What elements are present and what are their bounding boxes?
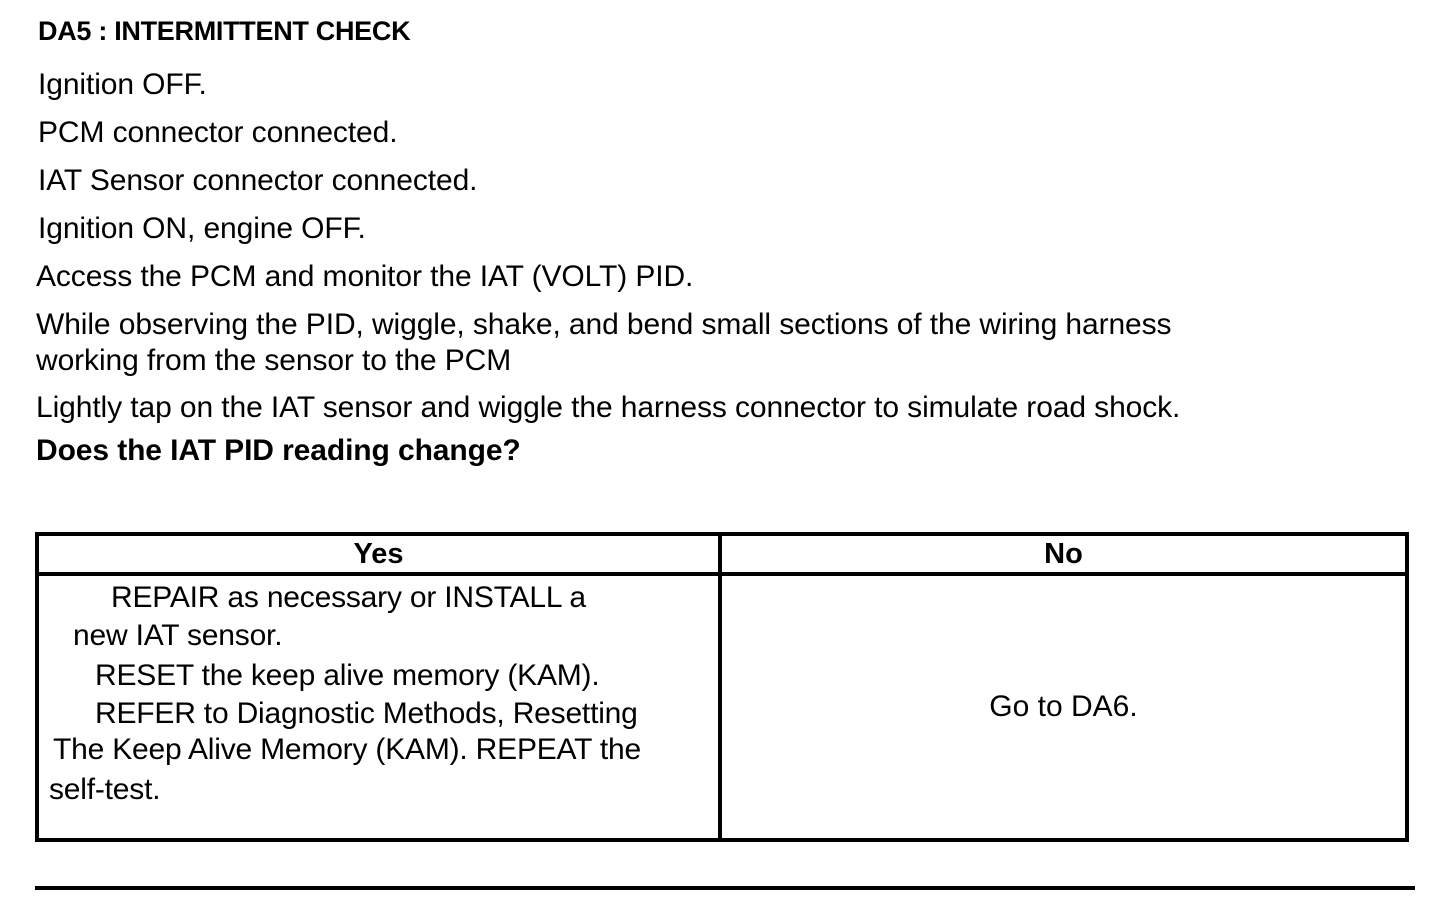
step-pcm-connected: PCM connector connected.	[38, 116, 398, 149]
question: Does the IAT PID reading change?	[36, 434, 521, 467]
no-cell	[720, 574, 1407, 840]
yes-header: Yes	[37, 534, 720, 574]
yes-line-repair: REPAIR as necessary or INSTALL a	[111, 581, 586, 614]
yes-line-kam: The Keep Alive Memory (KAM). REPEAT the	[53, 733, 641, 766]
yes-line-new-sensor: new IAT sensor.	[73, 619, 283, 652]
step-iat-connected: IAT Sensor connector connected.	[38, 164, 478, 197]
bottom-divider	[35, 886, 1415, 890]
yes-line-self-test: self-test.	[49, 773, 161, 806]
procedure-title: DA5 : INTERMITTENT CHECK	[38, 16, 411, 46]
yes-line-reset: RESET the keep alive memory (KAM).	[95, 659, 600, 692]
step-ignition-on: Ignition ON, engine OFF.	[38, 212, 366, 245]
table-row	[37, 574, 1407, 840]
table-header-row	[37, 534, 1407, 574]
step-tap-sensor: Lightly tap on the IAT sensor and wiggle the harness connector to simulate road shock.	[36, 391, 1181, 424]
step-wiggle-harness: While observing the PID, wiggle, shake, and bend small sections of the wiring harness	[36, 308, 1172, 341]
yes-line-refer: REFER to Diagnostic Methods, Resetting	[95, 697, 638, 730]
no-header: No	[720, 534, 1407, 574]
yes-cell	[37, 574, 720, 840]
no-action-text: Go to DA6.	[989, 690, 1138, 723]
step-access-pcm: Access the PCM and monitor the IAT (VOLT) PID.	[36, 260, 694, 293]
step-wiggle-harness-cont: working from the sensor to the PCM	[36, 344, 512, 377]
step-ignition-off: Ignition OFF.	[38, 68, 207, 101]
result-table	[35, 532, 1409, 842]
